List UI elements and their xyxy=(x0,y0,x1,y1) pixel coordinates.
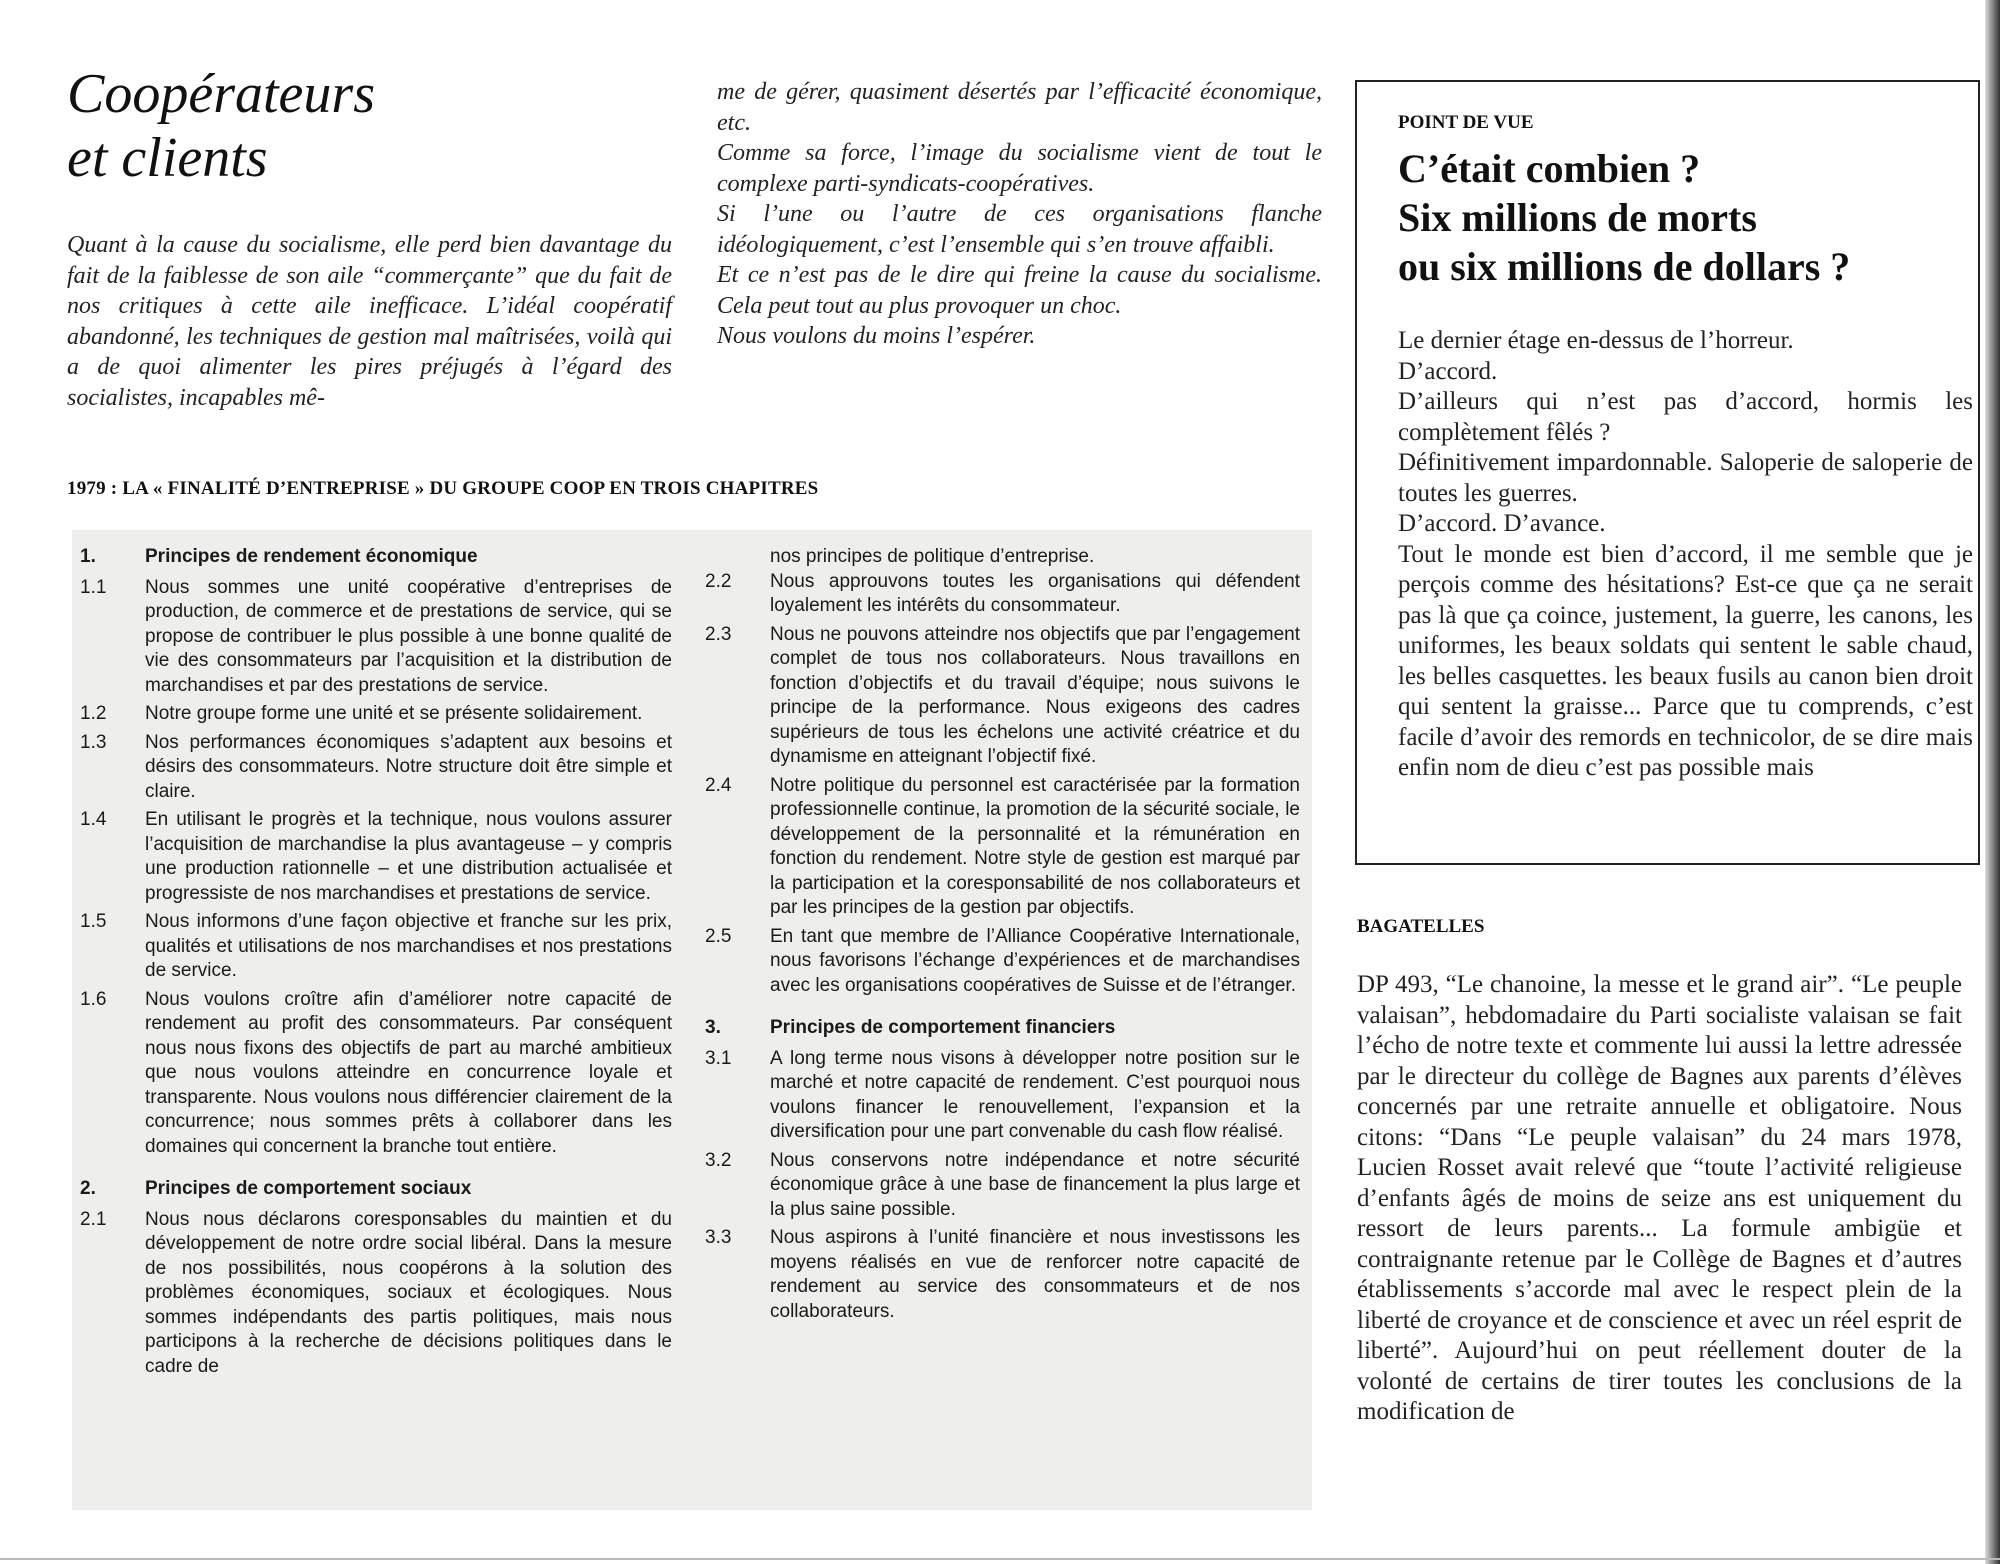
article-title-line2: et clients xyxy=(67,127,268,189)
coop-item-text: Nous nous déclarons coresponsables du maintien et du développement de notre ordre social libéral. Dans la mesure de nos possibilités, nous coopérons à la solution des problèmes économiques, sociaux et écologiques. Nous sommes indépendants des partis politiques, mais nous participons à la recherche de décisions politiques dans le cadre de xyxy=(145,1208,672,1377)
coop-item-number: 3.1 xyxy=(705,1047,732,1069)
coop-item-text: Nous ne pouvons atteindre nos objectifs que par l’engagement complet de tous nos collaborateurs. Nous travaillons en fonction d’objectifs et du travail d’équipe; nous suivons le principe de la performance. Nous exigeons des cadres supérieurs de tous les échelons une activité créatrice et du dynamisme en atteignant l’objectif fixé. xyxy=(770,623,1300,767)
coop-chapter-heading xyxy=(80,1177,672,1202)
coop-item-number: 3.2 xyxy=(705,1149,732,1171)
bagatelles-body xyxy=(1357,970,1962,1428)
coop-item-text: Principes de comportement sociaux xyxy=(145,1178,472,1199)
coop-item-number: 1.3 xyxy=(80,731,107,753)
intro-continuation: me de gérer, quasiment désertés par l’efficacité économique, etc. xyxy=(717,79,1322,136)
coop-chapter-heading xyxy=(705,1016,1300,1041)
coop-section-heading: 1979 : LA « FINALITÉ D’ENTREPRISE » DU GROUPE COOP EN TROIS CHAPITRES xyxy=(67,478,819,499)
coop-article-item xyxy=(80,1208,672,1380)
coop-continuation: nos principes de politique d’entreprise. xyxy=(770,546,1095,567)
coop-article-item xyxy=(80,731,672,805)
coop-item-number: 2.4 xyxy=(705,774,732,796)
bagatelles-text: DP 493, “Le chanoine, la messe et le grand air”. “Le peuple valaisan”, hebdomadaire du Parti socialiste valaisan se fait l’écho de notre texte et commente lui aussi la lettre adressée par le directeur du collège de Bagnes aux parents d’élèves concernés par une retraite annuelle et obligatoire. Nous citons: “Dans “Le peuple valaisan” du 24 mars 1978, Lucien Rosset avait relevé que “toute l’activité religieuse d’enfants âgés de moins de seize ans est uniquement du ressort de leurs parents... La formule ambigüe et contraignante retenue par le Collège de Bagnes et d’autres établissements s’accorde mal avec le respect plein de la liberté de croyance et de conscience et avec un réel esprit de liberté”. Aujourd’hui on peut réellement douter de la volonté de certains de tirer toutes les conclusions de la modification de xyxy=(1357,971,1962,1425)
coop-item-text: En utilisant le progrès et la technique, nous voulons assurer l’acquisition de marchandise la plus avantageuse – y compris une production rationnelle – et une distribution actualisée et progressiste de nos marchandises et prestations de service. xyxy=(145,809,672,904)
coop-article-item xyxy=(705,623,1300,770)
coop-item-text: Nous informons d’une façon objective et franche sur les prix, qualités et utilisations de nos marchandises et nos prestations de service. xyxy=(145,911,672,981)
intro-paragraph-4: Et ce n’est pas de le dire qui freine la cause du socialisme. Cela peut tout au plus provoquer un choc. xyxy=(717,262,1322,319)
coop-item-text: Nous conservons notre indépendance et notre sécurité économique grâce à une base de financement la plus large et la plus saine possible. xyxy=(770,1149,1300,1220)
coop-item-number: 1.2 xyxy=(80,703,107,724)
intro-paragraph-5: Nous voulons du moins l’espérer. xyxy=(717,323,1036,349)
coop-article-item xyxy=(80,910,672,984)
coop-item-text: Principes de rendement économique xyxy=(145,546,478,567)
coop-article-item xyxy=(705,570,1300,619)
coop-chapter-heading xyxy=(80,545,672,570)
coop-item-text: Notre groupe forme une unité et se présente solidairement. xyxy=(145,703,643,724)
point-de-vue-title xyxy=(1398,144,1958,291)
coop-item-number: 1. xyxy=(80,546,96,567)
pdv-line: Définitivement impardonnable. Saloperie de saloperie de toutes les guerres. xyxy=(1398,449,1973,507)
coop-article-item xyxy=(80,988,672,1160)
coop-item-number: 1.5 xyxy=(80,911,107,932)
coop-item-text: En tant que membre de l’Alliance Coopérative Internationale, nous favorisons l’échange d’expériences et de marchandises avec les organisations coopératives de Suisse et de l’étranger. xyxy=(770,925,1300,996)
intro-column-left xyxy=(67,230,672,413)
point-de-vue-title-line2: Six millions de morts xyxy=(1398,195,1757,240)
coop-item-text: Nous aspirons à l’unité financière et nous investissons les moyens réalisés en vue de renforcer notre capacité de rendement au service des consommateurs et de nos collaborateurs. xyxy=(770,1227,1300,1322)
coop-article-item xyxy=(80,808,672,906)
coop-column-left xyxy=(80,545,672,1383)
pdv-line: D’accord. D’avance. xyxy=(1398,510,1606,537)
coop-item-text: Nous approuvons toutes les organisations qui défendent loyalement les intérêts du consommateur. xyxy=(770,570,1300,616)
coop-right-items xyxy=(705,570,1300,1329)
coop-item-number: 3. xyxy=(705,1017,721,1038)
coop-item-number: 2.5 xyxy=(705,925,732,947)
coop-item-number: 1.1 xyxy=(80,576,107,598)
bottom-rule xyxy=(0,1558,2000,1560)
coop-item-number: 2.1 xyxy=(80,1208,107,1230)
coop-item-text: Nos performances économiques s’adaptent aux besoins et désirs des consommateurs. Notre structure doit être simple et claire. xyxy=(145,731,672,802)
coop-item-text: A long terme nous visons à développer notre position sur le marché et notre capacité de rendement. C’est pourquoi nous voulons financer le renouvellement, l’expansion et la diversification pour une part convenable du cash flow réalisé. xyxy=(770,1047,1300,1142)
coop-article-item xyxy=(80,576,672,699)
pdv-line: D’ailleurs qui n’est pas d’accord, hormis les complètement fêlés ? xyxy=(1398,388,1973,446)
pdv-line: D’accord. xyxy=(1398,357,1498,385)
coop-item-number: 1.4 xyxy=(80,809,107,830)
coop-item-number: 2. xyxy=(80,1178,96,1199)
coop-article-item xyxy=(80,702,672,727)
article-title-line1: Coopérateurs xyxy=(67,63,375,125)
article-title xyxy=(67,62,627,190)
point-de-vue-title-line3: ou six millions de dollars ? xyxy=(1398,244,1851,289)
coop-article-item xyxy=(705,774,1300,921)
coop-article-item xyxy=(705,925,1300,999)
coop-item-text: Nous voulons croître afin d’améliorer notre capacité de rendement au profit des consommateurs. Par conséquent nous nous fixons des objectifs de part au marché ambitieux que nous voulons atteindre en concurrence loyale et transparente. Nous voulons nous différencier clairement de la concurrence; nous sommes prêts à collaborer dans les domaines qui concernent la branche tout entière. xyxy=(145,988,672,1157)
coop-article-item xyxy=(705,1149,1300,1223)
coop-item-number: 2.3 xyxy=(705,623,732,645)
coop-column-right xyxy=(705,545,1300,1328)
intro-paragraph-2: Comme sa force, l’image du socialisme vient de tout le complexe parti-syndicats-coopératives. xyxy=(717,140,1322,197)
point-de-vue-title-line1: C’était combien ? xyxy=(1398,146,1701,191)
intro-column-right xyxy=(717,77,1322,352)
pdv-line: Tout le monde est bien d’accord, il me semble que je perçois comme des hésitations? Est-ce que ça ne serait pas là que ça coince, justement, la guerre, les canons, les uniformes, les beaux soldats qui sentent le sable chaud, les belles casquettes. les beaux fusils au canon bien droit qui sentent la graisse... Parce que tu comprends, c’est facile d’avoir des remords en technicolor, de se dire mais enfin nom de dieu c’est pas possible mais xyxy=(1398,540,1973,781)
coop-article-item xyxy=(705,1226,1300,1324)
intro-paragraph-1: Quant à la cause du socialisme, elle perd bien davantage du fait de la faiblesse de son aile “commerçante” que du fait de nos critiques à cette aile inefficace. L’idéal coopératif abandonné, les techniques de gestion mal maîtrisées, voilà qui a de quoi alimenter les pires préjugés à l’égard des socialistes, incapables mê- xyxy=(67,232,672,411)
coop-item-text: Principes de comportement financiers xyxy=(770,1017,1116,1038)
pdv-line: Le dernier étage en-dessus de l’horreur. xyxy=(1398,327,1794,354)
coop-item-text: Nous sommes une unité coopérative d’entreprises de production, de commerce et de prestations de service, qui se propose de contribuer le plus possible à une bonne qualité de vie des consommateurs par l’acquisition et la distribution de marchandises et par des prestations de service. xyxy=(145,576,672,696)
page-binding-edge xyxy=(1985,0,2000,1564)
bagatelles-label: BAGATELLES xyxy=(1357,916,1485,937)
coop-item-text: Notre politique du personnel est caractérisée par la formation professionnelle continue, la promotion de la sécurité sociale, le développement de la personnalité et la rémunération en fonction du rendement. Notre style de gestion est marqué par la participation et la coresponsabilité de nos collaborateurs et par les principes de la gestion par objectifs. xyxy=(770,774,1300,918)
intro-paragraph-3: Si l’une ou l’autre de ces organisations flanche idéologiquement, c’est l’ensemble qui s’en trouve affaibli. xyxy=(717,201,1322,258)
point-de-vue-label: POINT DE VUE xyxy=(1398,112,1534,133)
coop-item-number: 3.3 xyxy=(705,1227,732,1248)
point-de-vue-body xyxy=(1398,326,1973,784)
coop-item-number: 2.2 xyxy=(705,570,732,592)
coop-item-number: 1.6 xyxy=(80,988,107,1010)
coop-article-item xyxy=(705,1047,1300,1145)
